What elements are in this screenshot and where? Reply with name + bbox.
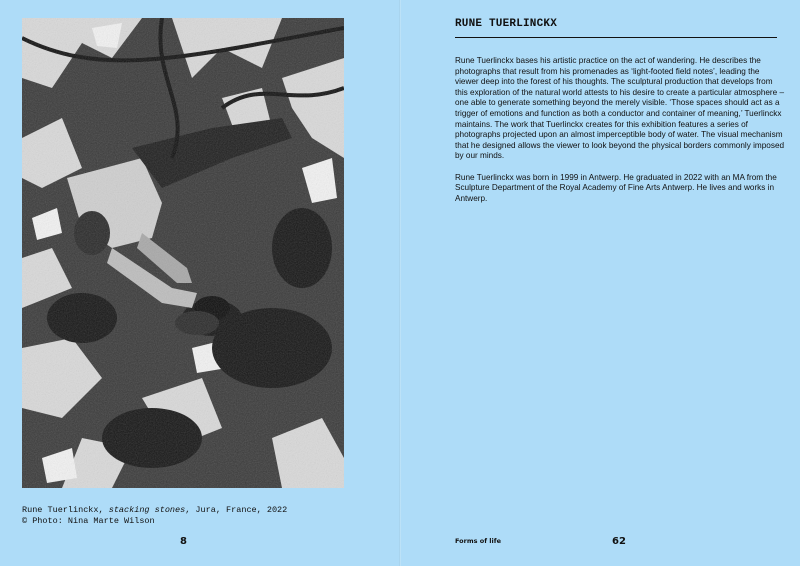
artist-biography bbox=[455, 56, 785, 215]
caption-line-2: © Photo: Nina Marte Wilson bbox=[22, 516, 155, 526]
paragraph-biography: Rune Tuerlinckx was born in 1999 in Antwerp. He graduated in 2022 with an MA from the Sculpture Department of the Royal Academy of Fine Arts Antwerp. He lives and works in Antwerp. bbox=[455, 172, 777, 203]
photograph-stacking-stones bbox=[22, 18, 344, 488]
page-number-right: 62 bbox=[612, 536, 626, 547]
paragraph-artistic-practice: Rune Tuerlinckx bases his artistic practice on the act of wandering. He describes the photographs that result from his promenades as ‘light-footed field notes’, leading the viewer deep into the forest of his thoughts. The sculptural production that develops from this exploration of the natural world attests to his desire to create a particular atmosphere – one able to generate something beyond the merely visible. ‘Those spaces should act as a trigger of emotions and function as both a conductor and container of meaning,’ Tuerlinckx maintains. The work that Tuerlinckx creates for this exhibition features a series of photographs projected upon an almost imperceptible body of water. The visual mechanism that he designed allows the viewer to look beyond the physical borders commonly imposed by our minds. bbox=[455, 56, 785, 161]
caption-location-year: , Jura, France, 2022 bbox=[185, 505, 288, 515]
heading-rule bbox=[455, 37, 777, 38]
photo-illustration bbox=[22, 18, 344, 488]
caption-work-title: stacking stones bbox=[108, 505, 186, 515]
page-number-left: 8 bbox=[180, 536, 187, 547]
page-gutter bbox=[399, 0, 401, 566]
caption-line-1 bbox=[22, 505, 362, 516]
caption-artist: Rune Tuerlinckx, bbox=[22, 505, 109, 515]
artist-heading: RUNE TUERLINCKX bbox=[455, 18, 558, 30]
photo-caption bbox=[22, 505, 362, 527]
running-footer-title: Forms of life bbox=[455, 537, 502, 545]
